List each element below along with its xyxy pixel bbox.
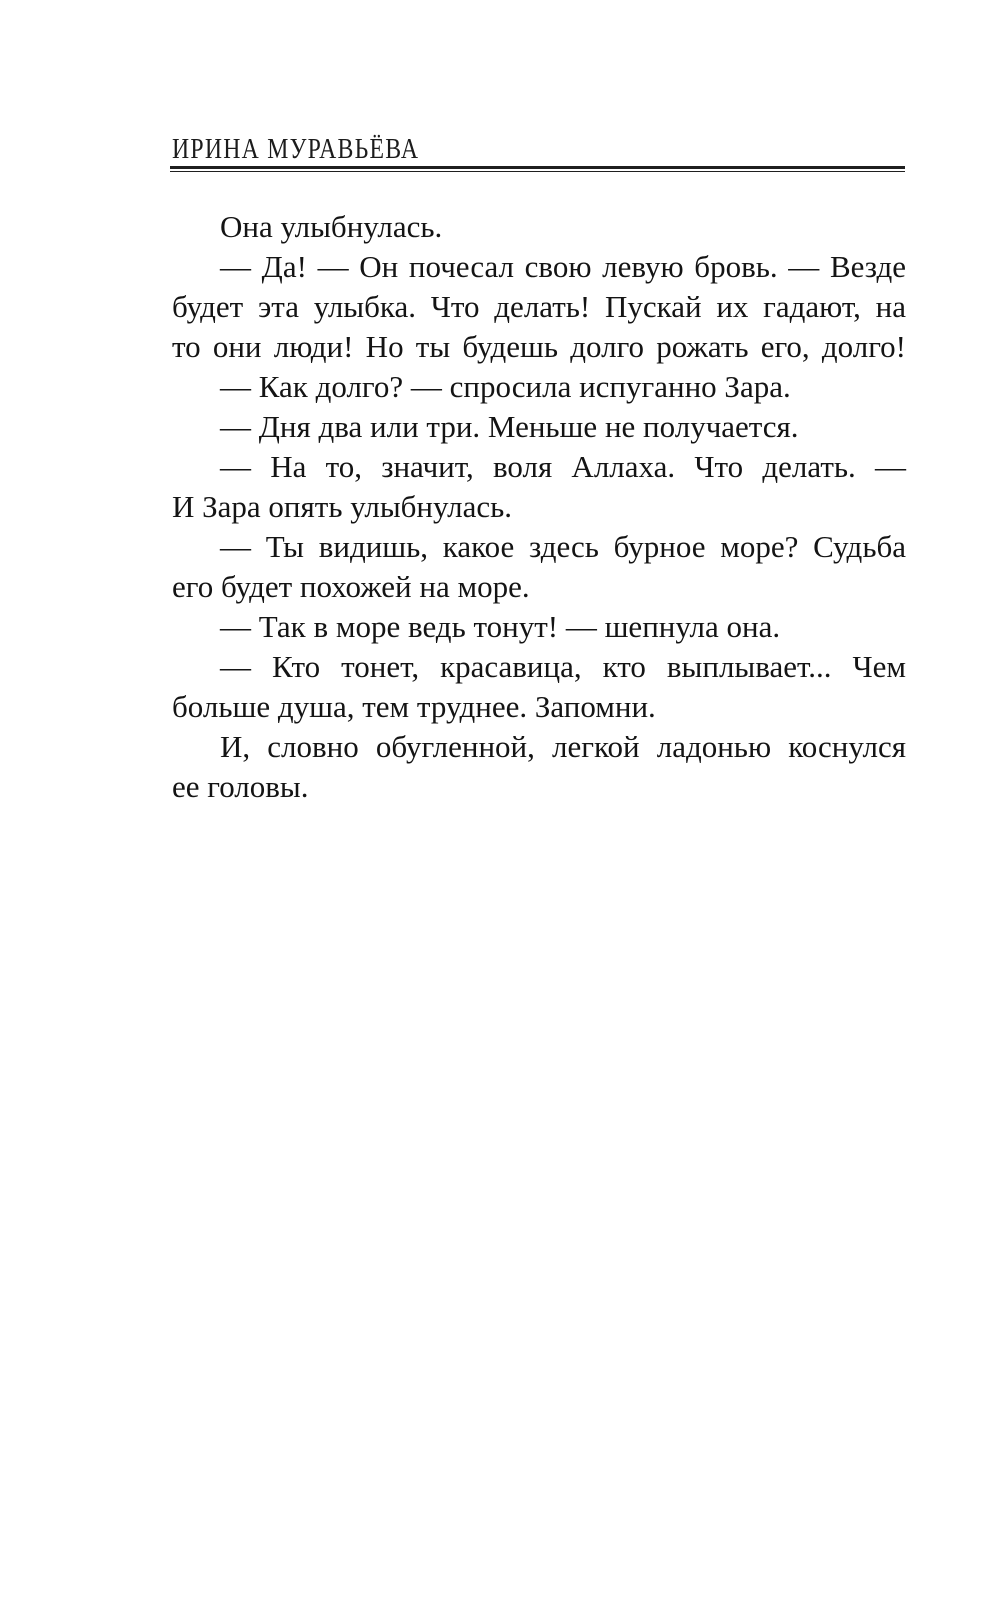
text-line-2: — Да! — Он почесал свою левую бровь. — Везде [220,249,906,284]
text-line-14: И, словно обугленной, легкой ладонью коснулся [220,729,906,764]
author-header: ИРИНА МУРАВЬЁВА [172,133,420,165]
text-line-5: — Как долго? — спросила испуганно Зара. [220,369,791,404]
text-line-1: Она улыбнулась. [220,209,443,244]
text-line-12: — Кто тонет, красавица, кто выплывает... Чем [220,649,906,684]
text-line-7: — На то, значит, воля Аллаха. Что делать. — [220,449,906,484]
body-text [172,207,906,807]
text-line-9: — Ты видишь, какое здесь бурное море? Судьба [220,529,906,564]
header-rule [170,166,905,172]
text-line-13: больше душа, тем труднее. Запомни. [172,689,656,724]
text-line-6: — Дня два или три. Меньше не получается. [220,409,799,444]
text-line-10: его будет похожей на море. [172,569,530,604]
text-line-3: будет эта улыбка. Что делать! Пускай их гадают, на [172,289,906,324]
text-line-4: то они люди! Но ты будешь долго рожать его, долго! [172,329,906,364]
text-line-8: И Зара опять улыбнулась. [172,489,513,524]
text-line-11: — Так в море ведь тонут! — шепнула она. [220,609,781,644]
text-line-15: ее головы. [172,769,309,804]
